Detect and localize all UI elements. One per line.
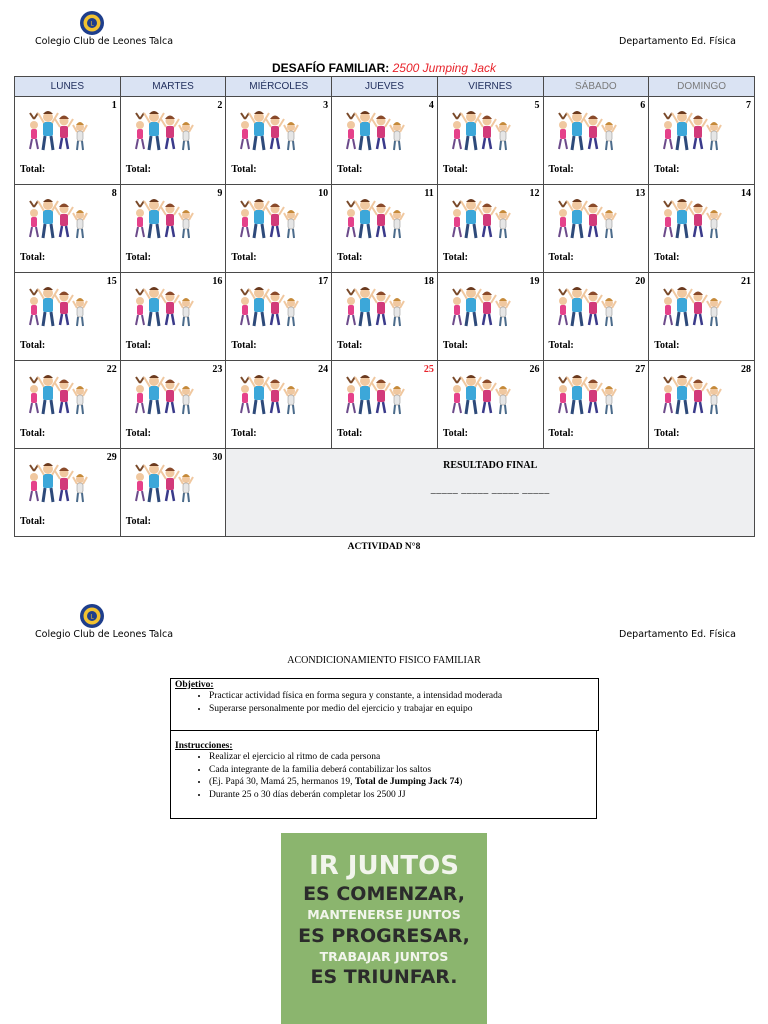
day-number: 19: [529, 276, 540, 287]
day-number: 4: [428, 100, 434, 111]
calendar-day-cell: [543, 361, 649, 449]
total-label: Total:: [125, 516, 151, 527]
poster-line: ES PROGRESAR,: [298, 924, 470, 947]
jumping-family-icon: [130, 107, 196, 159]
calendar-day-cell: [543, 273, 649, 361]
total-label: Total:: [442, 428, 469, 439]
motivational-poster: [281, 833, 487, 1024]
jumping-family-icon: [235, 107, 301, 159]
jumping-family-icon: [553, 195, 619, 247]
day-number: 26: [529, 364, 540, 375]
final-result-blanks: _____ _____ _____ _____: [430, 484, 550, 495]
total-label: Total:: [654, 340, 680, 351]
jumping-family-icon: [130, 283, 196, 335]
jumping-family-icon: [658, 195, 724, 247]
objective-item: • Practicar actividad física en forma segura y constante, a intensidad moderada: [209, 690, 598, 703]
calendar-day-cell: [543, 185, 649, 273]
total-label: Total:: [125, 340, 151, 351]
day-number: 24: [318, 364, 329, 375]
total-label: Total:: [548, 252, 574, 263]
calendar-day-cell: [649, 361, 755, 449]
jumping-family-icon: [24, 195, 90, 247]
calendar-table: [14, 76, 755, 537]
calendar-day-cell: [543, 97, 649, 185]
calendar-day-cell: [226, 361, 332, 449]
final-result-label: RESULTADO FINAL: [443, 460, 538, 471]
calendar-day-cell: [120, 361, 226, 449]
jumping-family-icon: [553, 107, 619, 159]
jumping-family-icon: [24, 371, 90, 423]
total-label: Total:: [654, 164, 680, 175]
jumping-family-icon: [130, 371, 196, 423]
day-number: 30: [212, 452, 223, 463]
jumping-family-icon: [24, 459, 90, 511]
day-number: 7: [746, 100, 751, 111]
day-number: 25: [423, 364, 434, 375]
instruction-item: • Cada integrante de la familia deberá contabilizar los saltos: [209, 764, 596, 777]
school-name: Colegio Club de Leones Talca: [35, 629, 174, 640]
jumping-family-icon: [130, 195, 196, 247]
title-highlight: 2500 Jumping Jack: [392, 61, 497, 75]
poster-line: MANTENERSE JUNTOS: [307, 907, 461, 922]
weekday-header: JUEVES: [332, 77, 438, 97]
calendar-day-cell: [120, 273, 226, 361]
activity-number: ACTIVIDAD N°8: [347, 542, 421, 552]
jumping-family-icon: [447, 283, 513, 335]
day-number: 22: [106, 364, 117, 375]
day-number: 29: [106, 452, 117, 463]
day-number: 11: [424, 188, 434, 199]
jumping-family-icon: [447, 107, 513, 159]
calendar-day-cell: [332, 273, 438, 361]
day-number: 20: [635, 276, 646, 287]
total-label: Total:: [20, 252, 46, 263]
day-number: 3: [323, 100, 329, 111]
day-number: 1: [111, 100, 117, 111]
calendar-week-row: [15, 449, 755, 537]
jumping-family-icon: [658, 371, 724, 423]
total-label: Total:: [337, 164, 363, 175]
total-label: Total:: [20, 428, 46, 439]
day-number: 13: [635, 188, 646, 199]
jumping-family-icon: [553, 283, 619, 335]
objective-box: [170, 678, 599, 731]
calendar-day-cell: [15, 185, 121, 273]
day-number: 18: [423, 276, 434, 287]
total-label: Total:: [442, 340, 469, 351]
total-label: Total:: [231, 428, 257, 439]
jumping-family-icon: [235, 371, 301, 423]
lions-logo-icon: [79, 603, 105, 629]
total-label: Total:: [654, 428, 680, 439]
svg-text:L: L: [90, 20, 94, 28]
calendar-day-cell: [120, 185, 226, 273]
jumping-family-icon: [235, 195, 301, 247]
jumping-family-icon: [658, 283, 724, 335]
department-name: Departamento Ed. Física: [619, 36, 736, 47]
total-label: Total:: [20, 164, 46, 175]
calendar-day-cell: [332, 185, 438, 273]
day-number: 10: [318, 188, 329, 199]
day-number: 9: [217, 188, 223, 199]
instruction-close: ): [459, 777, 463, 787]
instructions-box: [170, 730, 597, 819]
jumping-family-icon: [341, 371, 407, 423]
total-label: Total:: [442, 252, 469, 263]
calendar-day-cell: [332, 361, 438, 449]
day-number: 27: [635, 364, 646, 375]
jumping-family-icon: [447, 371, 513, 423]
jumping-family-icon: [447, 195, 513, 247]
day-number: 5: [534, 100, 540, 111]
poster-line: ES COMENZAR,: [303, 883, 465, 905]
calendar-day-cell: [226, 185, 332, 273]
jumping-family-icon: [658, 107, 724, 159]
calendar-day-cell: [15, 97, 121, 185]
calendar-day-cell: [332, 97, 438, 185]
calendar-day-cell: [15, 361, 121, 449]
school-name: Colegio Club de Leones Talca: [35, 36, 174, 47]
weekday-header: LUNES: [15, 77, 121, 97]
day-number: 14: [741, 188, 751, 199]
jumping-family-icon: [130, 459, 196, 511]
total-label: Total:: [654, 252, 680, 263]
instruction-text: (Ej. Papá 30, Mamá 25, hermanos 19,: [209, 777, 355, 787]
calendar-day-cell: [226, 273, 332, 361]
day-number: 16: [212, 276, 223, 287]
poster-line: IR JUNTOS: [309, 851, 459, 881]
calendar-day-cell: [649, 273, 755, 361]
final-result-cell: [226, 449, 755, 537]
day-number: 8: [111, 188, 117, 199]
instruction-item: • Durante 25 o 30 días deberán completar los 2500 JJ: [209, 789, 596, 802]
total-label: Total:: [337, 428, 363, 439]
total-label: Total:: [337, 252, 363, 263]
total-label: Total:: [231, 164, 257, 175]
day-number: 28: [741, 364, 751, 375]
weekday-header: VIERNES: [437, 77, 543, 97]
total-label: Total:: [231, 252, 257, 263]
instruction-item: • Realizar el ejercicio al ritmo de cada persona: [209, 751, 596, 764]
day-number: 17: [318, 276, 329, 287]
page-subtitle: ACONDICIONAMIENTO FISICO FAMILIAR: [287, 655, 481, 666]
total-label: Total:: [548, 164, 574, 175]
jumping-family-icon: [341, 195, 407, 247]
objective-item: • Superarse personalmente por medio del ejercicio y trabajar en equipo: [209, 703, 598, 716]
day-number: 2: [217, 100, 223, 111]
calendar-day-cell: [15, 449, 121, 537]
title-prefix: DESAFÍO FAMILIAR:: [271, 61, 390, 75]
instruction-item: [209, 776, 596, 789]
total-label: Total:: [20, 516, 46, 527]
day-number: 12: [529, 188, 540, 199]
weekday-header: MARTES: [120, 77, 226, 97]
total-label: Total:: [337, 340, 363, 351]
total-label: Total:: [548, 428, 574, 439]
calendar-day-cell: [437, 185, 543, 273]
calendar-day-cell: [649, 97, 755, 185]
day-number: 15: [106, 276, 117, 287]
jumping-family-icon: [553, 371, 619, 423]
jumping-family-icon: [24, 283, 90, 335]
objective-heading: Objetivo:: [175, 680, 214, 690]
weekday-header: SÁBADO: [543, 77, 649, 97]
weekday-header: MIÉRCOLES: [226, 77, 332, 97]
jumping-family-icon: [235, 283, 301, 335]
total-label: Total:: [125, 164, 151, 175]
instruction-bold: Total de Jumping Jack 74: [354, 777, 460, 787]
day-number: 21: [741, 276, 751, 287]
calendar-week-row: [15, 361, 755, 449]
calendar-day-cell: [120, 449, 226, 537]
department-name: Departamento Ed. Física: [619, 629, 736, 640]
calendar-week-row: [15, 97, 755, 185]
calendar-day-cell: [437, 97, 543, 185]
lions-logo-icon: [79, 10, 105, 36]
calendar-day-cell: [120, 97, 226, 185]
total-label: Total:: [125, 428, 151, 439]
poster-line: TRABAJAR JUNTOS: [319, 948, 449, 964]
total-label: Total:: [231, 340, 257, 351]
calendar-week-row: [15, 273, 755, 361]
weekday-header: DOMINGO: [649, 77, 755, 97]
poster-line: ES TRIUNFAR.: [310, 966, 458, 988]
challenge-title: [0, 61, 768, 75]
jumping-family-icon: [341, 107, 407, 159]
calendar-day-cell: [437, 273, 543, 361]
calendar-day-cell: [15, 273, 121, 361]
total-label: Total:: [442, 164, 469, 175]
day-number: 6: [640, 100, 646, 111]
calendar-day-cell: [226, 97, 332, 185]
total-label: Total:: [548, 340, 574, 351]
jumping-family-icon: [24, 107, 90, 159]
svg-text:L: L: [90, 613, 94, 621]
total-label: Total:: [125, 252, 151, 263]
total-label: Total:: [20, 340, 46, 351]
day-number: 23: [212, 364, 223, 375]
calendar-day-cell: [437, 361, 543, 449]
calendar-week-row: [15, 185, 755, 273]
jumping-family-icon: [341, 283, 407, 335]
instructions-heading: Instrucciones:: [175, 741, 233, 751]
calendar-day-cell: [649, 185, 755, 273]
